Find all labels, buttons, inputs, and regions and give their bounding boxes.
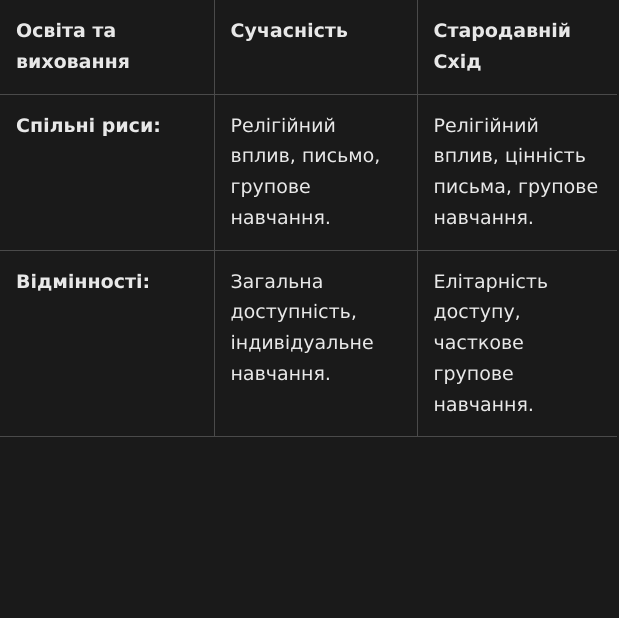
table-header-row bbox=[0, 0, 617, 94]
row-header-differences: Відмінності: bbox=[0, 250, 214, 437]
table-body bbox=[0, 94, 617, 437]
table-row bbox=[0, 94, 617, 250]
table-header bbox=[0, 0, 617, 94]
cell-differences-ancient-east: Елітарність доступу, часткове групове навчання. bbox=[417, 250, 617, 437]
column-header-topic: Освіта та виховання bbox=[0, 0, 214, 94]
row-header-common-features: Спільні риси: bbox=[0, 94, 214, 250]
column-header-modern: Сучасність bbox=[214, 0, 417, 94]
column-header-ancient-east: Стародавній Схід bbox=[417, 0, 617, 94]
cell-common-ancient-east: Релігійний вплив, цінність письма, групове навчання. bbox=[417, 94, 617, 250]
cell-differences-modern: Загальна доступність, індивідуальне навчання. bbox=[214, 250, 417, 437]
table-row bbox=[0, 250, 617, 437]
cell-common-modern: Релігійний вплив, письмо, групове навчання. bbox=[214, 94, 417, 250]
